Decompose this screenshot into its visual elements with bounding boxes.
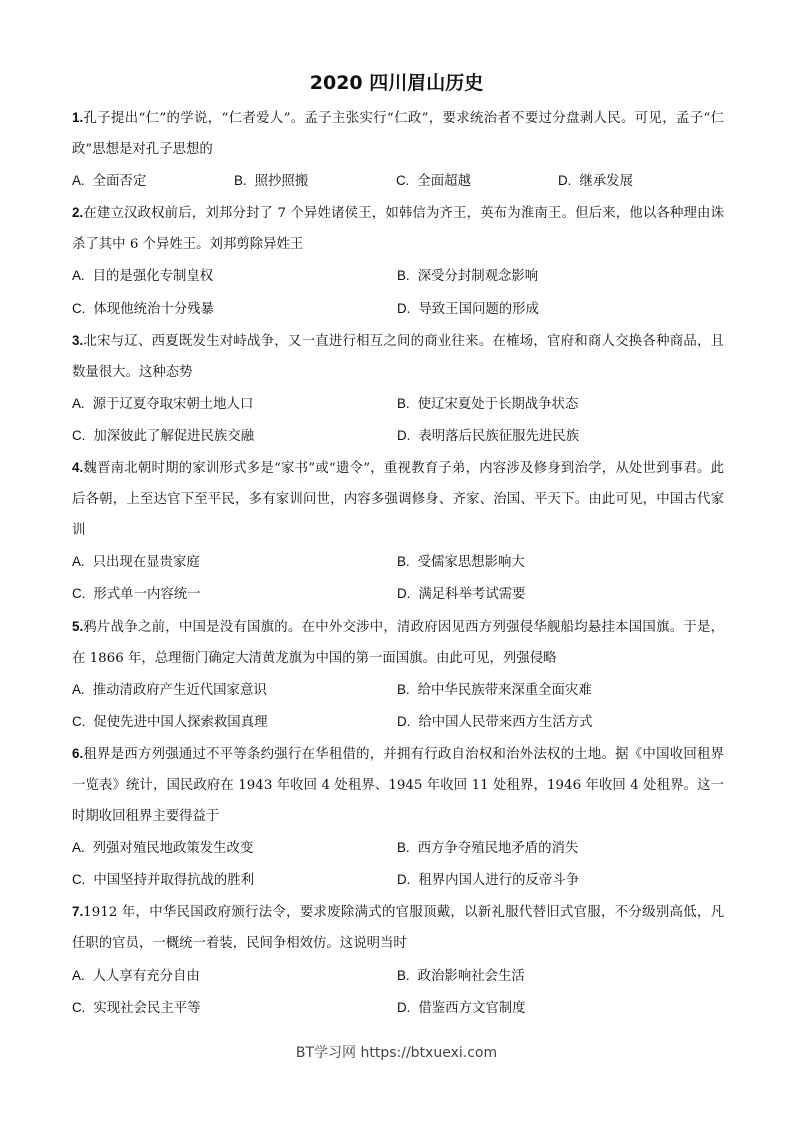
option-c xyxy=(72,420,397,452)
document-title: 2020 四川眉山历史 xyxy=(309,72,484,94)
option-b xyxy=(397,546,722,578)
question-4 xyxy=(72,452,724,546)
option-letter: C. xyxy=(72,300,86,316)
option-text: 体现他统治十分残暴 xyxy=(93,301,214,317)
question-7 xyxy=(72,896,724,959)
option-a xyxy=(72,165,234,197)
option-text: 目的是强化专制皇权 xyxy=(92,269,214,285)
option-a xyxy=(72,260,397,292)
option-a xyxy=(72,960,397,992)
option-d xyxy=(397,992,722,1024)
option-text: 全面超越 xyxy=(417,174,471,190)
option-letter: B. xyxy=(397,554,410,570)
option-letter: D. xyxy=(397,300,411,316)
option-letter: C. xyxy=(72,586,86,602)
option-letter: C. xyxy=(72,999,86,1015)
option-text: 满足科举考试需要 xyxy=(418,587,526,603)
question-number: 2. xyxy=(72,205,84,221)
options xyxy=(72,674,724,738)
option-text: 表明落后民族征服先进民族 xyxy=(418,428,580,444)
option-letter: B. xyxy=(397,268,410,284)
option-a xyxy=(72,832,397,864)
question-number: 1. xyxy=(72,110,84,125)
option-c xyxy=(72,293,397,325)
option-a xyxy=(72,388,397,420)
footer-watermark: BT学习网 https://btxuexi.com xyxy=(295,1045,498,1061)
option-text: 深受分封制观念影响 xyxy=(417,269,539,285)
option-c xyxy=(72,578,397,610)
option-b xyxy=(397,674,722,706)
question-number: 4. xyxy=(72,460,84,476)
option-text: 全面否定 xyxy=(92,174,147,190)
question-number: 3. xyxy=(72,332,84,348)
option-b xyxy=(397,832,722,864)
option-letter: D. xyxy=(397,427,411,443)
option-text: 借鉴西方文官制度 xyxy=(418,1000,526,1016)
option-letter: D. xyxy=(397,713,411,729)
option-letter: A. xyxy=(72,554,85,570)
option-c xyxy=(72,706,397,738)
question-text: 在建立汉政权前后，刘邦分封了 7 个异姓诸侯王，如韩信为齐王，英布为淮南王。但后来，他以各种理由诛杀了其中 6 个异姓王。刘邦剪除异姓王 xyxy=(72,206,724,253)
option-letter: A. xyxy=(72,395,85,411)
question-number: 7. xyxy=(72,904,84,920)
question-text: 1912 年，中华民国政府颁行法令，要求废除满式的官服顶戴，以新礼服代替旧式官服，不分级别高低，凡任职的官员，一概统一着装，民间争相效仿。这说明当时 xyxy=(72,905,724,952)
options xyxy=(72,546,724,610)
option-letter: A. xyxy=(72,268,85,284)
option-text: 西方争夺殖民地矛盾的消失 xyxy=(417,841,579,857)
option-letter: B. xyxy=(397,395,410,411)
question-list xyxy=(72,102,724,1024)
option-c xyxy=(72,992,397,1024)
option-text: 促使先进中国人探索救国真理 xyxy=(93,714,268,730)
option-text: 照抄照搬 xyxy=(254,174,309,190)
question-number: 6. xyxy=(72,745,84,761)
option-letter: D. xyxy=(397,586,411,602)
option-text: 导致王国问题的形成 xyxy=(418,301,539,317)
option-letter: B. xyxy=(234,173,247,189)
option-letter: D. xyxy=(397,872,411,888)
option-text: 给中华民族带来深重全面灾难 xyxy=(417,682,592,698)
option-d xyxy=(397,864,722,896)
question-text: 北宋与辽、西夏既发生对峙战争，又一直进行相互之间的商业往来。在榷场，官府和商人交换各种商品，且数量很大。这种态势 xyxy=(72,333,724,380)
option-letter: A. xyxy=(72,173,85,189)
question-5 xyxy=(72,611,724,674)
option-text: 列强对殖民地政策发生改变 xyxy=(92,841,254,857)
option-text: 人人享有充分自由 xyxy=(92,968,200,984)
option-letter: B. xyxy=(397,840,410,856)
option-text: 中国坚持并取得抗战的胜利 xyxy=(93,873,255,889)
option-letter: B. xyxy=(397,681,410,697)
question-2 xyxy=(72,197,724,260)
option-d xyxy=(397,293,722,325)
option-text: 推动清政府产生近代国家意识 xyxy=(92,682,267,698)
option-text: 使辽宋夏处于长期战争状态 xyxy=(417,396,579,412)
question-text: 魏晋南北朝时期的家训形式多是“家书”或“遗令”，重视教育子弟，内容涉及修身到治学，从处世到事君。此后各朝，上至达官下至平民，多有家训问世，内容多强调修身、齐家、治国、平天下。由此可见，中国古代家训 xyxy=(72,461,724,539)
option-letter: A. xyxy=(72,967,85,983)
option-text: 给中国人民带来西方生活方式 xyxy=(418,714,593,730)
option-a xyxy=(72,546,397,578)
option-letter: A. xyxy=(72,681,85,697)
option-text: 只出现在显贵家庭 xyxy=(92,555,200,571)
option-d xyxy=(558,165,720,197)
question-6 xyxy=(72,738,724,832)
option-b xyxy=(234,165,396,197)
option-c xyxy=(396,165,558,197)
option-letter: D. xyxy=(558,173,572,189)
option-text: 加深彼此了解促进民族交融 xyxy=(93,428,255,444)
option-text: 继承发展 xyxy=(579,174,633,190)
option-b xyxy=(397,960,722,992)
option-text: 实现社会民主平等 xyxy=(93,1000,201,1016)
options xyxy=(72,388,724,452)
options xyxy=(72,260,724,324)
option-letter: C. xyxy=(72,872,86,888)
option-text: 源于辽夏夺取宋朝土地人口 xyxy=(92,396,254,412)
options xyxy=(72,960,724,1024)
options xyxy=(72,165,724,197)
question-1 xyxy=(72,102,724,165)
option-d xyxy=(397,578,722,610)
question-text: 租界是西方列强通过不平等条约强行在华租借的，并拥有行政自治权和治外法权的土地。据《中国收回租界一览表》统计，国民政府在 1943 年收回 4 处租界、1945 年收回 11 处租界，1946 年收回 4 处租界。这一时期收回租界主要得益于 xyxy=(72,746,724,825)
option-text: 形式单一内容统一 xyxy=(93,587,201,603)
option-letter: A. xyxy=(72,840,85,856)
option-letter: D. xyxy=(397,999,411,1015)
option-b xyxy=(397,260,722,292)
option-d xyxy=(397,420,722,452)
option-b xyxy=(397,388,722,420)
option-letter: B. xyxy=(397,967,410,983)
option-d xyxy=(397,706,722,738)
question-number: 5. xyxy=(72,618,84,634)
option-a xyxy=(72,674,397,706)
question-text: 孔子提出“仁”的学说，“仁者爱人”。孟子主张实行“仁政”，要求统治者不要过分盘剥人民。可见，孟子“仁政”思想是对孔子思想的 xyxy=(72,111,724,158)
option-letter: C. xyxy=(396,173,410,189)
option-text: 受儒家思想影响大 xyxy=(417,555,525,571)
options xyxy=(72,832,724,896)
option-c xyxy=(72,864,397,896)
option-letter: C. xyxy=(72,713,86,729)
question-3 xyxy=(72,325,724,388)
option-letter: C. xyxy=(72,427,86,443)
question-text: 鸦片战争之前，中国是没有国旗的。在中外交涉中，清政府因见西方列强侵华舰船均悬挂本国国旗。于是，在 1866 年，总理衙门确定大清黄龙旗为中国的第一面国旗。由此可见，列强侵略 xyxy=(72,619,724,666)
option-text: 租界内国人进行的反帝斗争 xyxy=(418,873,580,889)
option-text: 政治影响社会生活 xyxy=(417,968,525,984)
